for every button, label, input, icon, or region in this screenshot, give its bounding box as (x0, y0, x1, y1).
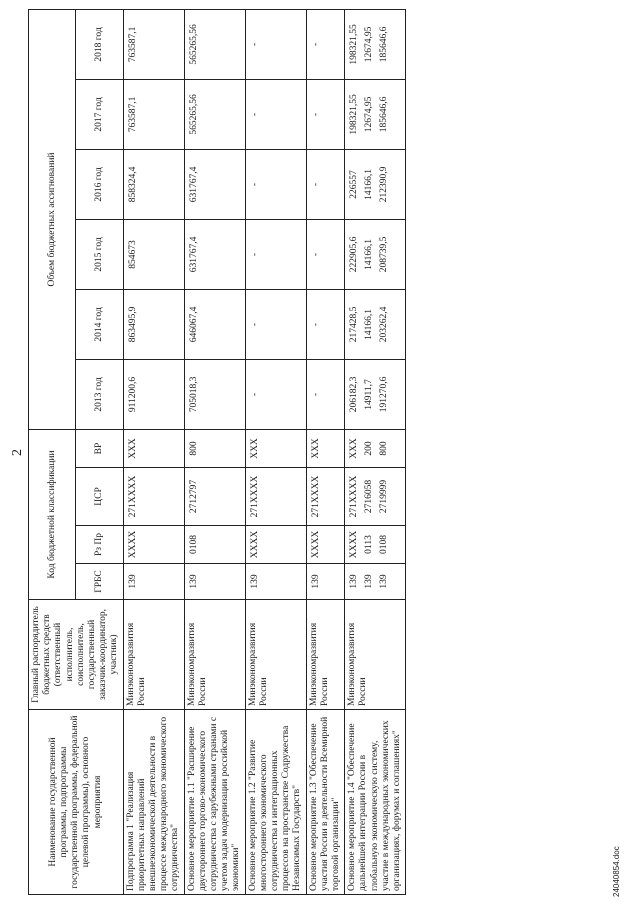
code-value: 271XXXX (127, 475, 138, 518)
amount-value: - (249, 392, 260, 397)
table-row (306, 9, 345, 894)
amount-value: 198321,55 (349, 24, 360, 65)
code-value: 139 (188, 574, 199, 589)
amount-value: - (310, 322, 321, 327)
amount-value: 863495,9 (127, 306, 138, 343)
header-code-col: ГРБС (76, 564, 123, 600)
row-amount-cell (184, 9, 245, 79)
amount-value: 763587,1 (127, 26, 138, 63)
amount-value: - (310, 112, 321, 117)
header-name: Наименование государственной программы, подпрограммы государственной программы, федеральной целевой программы), основного мероприятия (29, 710, 124, 895)
row-amount-cell (245, 219, 306, 289)
code-value: XXX (249, 438, 260, 459)
amount-value: - (249, 322, 260, 327)
header-year-col: 2017 год (76, 79, 123, 149)
row-code-cell (184, 564, 245, 600)
row-amount-cell (345, 9, 406, 79)
amount-value: - (249, 42, 260, 47)
row-code-cell (123, 468, 184, 526)
code-value: 800 (188, 441, 199, 456)
code-value: 139 (378, 574, 389, 589)
amount-value: 198321,55 (349, 94, 360, 135)
amount-value: 203262,4 (378, 306, 389, 343)
row-name-cell: Основное мероприятие 1.1 "Расширение двустороннего торгово-экономического сотрудничества с зарубежными странами с учетом задач модернизации российской экономики" (184, 710, 245, 895)
row-amount-cell (245, 149, 306, 219)
header-year-col: 2014 год (76, 289, 123, 359)
code-value: 2719999 (378, 479, 389, 514)
row-amount-cell (245, 79, 306, 149)
header-code-col: Рз Пр (76, 526, 123, 564)
amount-value: 705018,3 (188, 376, 199, 413)
row-amount-cell (306, 9, 345, 79)
table-row (184, 9, 245, 894)
code-value: 271XXXX (310, 475, 321, 518)
row-code-cell (123, 564, 184, 600)
row-admin-cell: Минэкономразвития России (306, 600, 345, 710)
code-value: XXX (310, 438, 321, 459)
header-year-col: 2013 год (76, 359, 123, 429)
code-value: 0113 (364, 535, 374, 554)
amount-value: 631767,4 (188, 166, 199, 203)
page-number: 2 (10, 449, 25, 456)
row-amount-cell (184, 219, 245, 289)
code-value: XXX (349, 438, 360, 459)
row-name-cell: Основное мероприятие 1.4 "Обеспечение дальнейшей интеграции России в глобальную экономическую систему, участие в международных экономических организациях, форумах и соглашениях" (345, 710, 406, 895)
code-value: XXXX (249, 530, 260, 559)
row-amount-cell (184, 79, 245, 149)
row-amount-cell (245, 289, 306, 359)
table-row (123, 9, 184, 894)
table-row (245, 9, 306, 894)
code-value: XXXX (349, 530, 360, 559)
header-volume-group: Объем бюджетных ассигнований (29, 9, 76, 429)
row-code-cell (245, 468, 306, 526)
code-value: 139 (127, 574, 138, 589)
amount-value: 858324,4 (127, 166, 138, 203)
header-year-col: 2015 год (76, 219, 123, 289)
row-code-cell (345, 468, 406, 526)
row-admin-cell: Минэкономразвития России (184, 600, 245, 710)
row-amount-cell (345, 79, 406, 149)
amount-value: 185646,6 (378, 26, 389, 63)
amount-value: 565265,56 (188, 24, 199, 65)
row-amount-cell (306, 219, 345, 289)
row-code-cell (306, 468, 345, 526)
row-code-cell (245, 564, 306, 600)
row-code-cell (345, 564, 406, 600)
row-code-cell (306, 429, 345, 467)
code-value: 139 (249, 574, 260, 589)
code-value: 2716058 (364, 479, 374, 514)
row-amount-cell (184, 289, 245, 359)
row-amount-cell (306, 79, 345, 149)
row-amount-cell (245, 9, 306, 79)
amount-value: 14911,7 (364, 379, 374, 410)
row-amount-cell (306, 359, 345, 429)
row-code-cell (184, 526, 245, 564)
row-code-cell (123, 429, 184, 467)
amount-value: 14166,1 (364, 169, 374, 200)
row-amount-cell (123, 9, 184, 79)
row-amount-cell (123, 359, 184, 429)
amount-value: - (310, 182, 321, 187)
amount-value: 763587,1 (127, 96, 138, 133)
header-code-col: ЦСР (76, 468, 123, 526)
header-code-col: ВР (76, 429, 123, 467)
code-value: 2712797 (188, 479, 199, 514)
row-admin-cell: Минэкономразвития России (245, 600, 306, 710)
amount-value: 206182,3 (349, 376, 360, 413)
code-value: 200 (364, 441, 374, 456)
row-code-cell (123, 526, 184, 564)
budget-table (28, 9, 406, 895)
amount-value: 911200,6 (127, 376, 138, 413)
row-amount-cell (123, 289, 184, 359)
row-amount-cell (123, 149, 184, 219)
amount-value: - (310, 392, 321, 397)
row-name-cell: Основное мероприятие 1.2 "Развитие многостороннего экономического сотрудничества и интеграционных процессов на пространстве Содружества Независимых Государств" (245, 710, 306, 895)
row-amount-cell (123, 79, 184, 149)
amount-value: 208739,5 (378, 236, 389, 273)
amount-value: 631767,4 (188, 236, 199, 273)
header-year-col: 2016 год (76, 149, 123, 219)
code-value: 0108 (188, 535, 199, 554)
amount-value: 565265,56 (188, 94, 199, 135)
row-amount-cell (345, 219, 406, 289)
amount-value: 226557 (349, 170, 360, 199)
code-value: 0108 (378, 535, 389, 554)
amount-value: 14166,1 (364, 239, 374, 270)
table-row (345, 9, 406, 894)
row-code-cell (306, 526, 345, 564)
table-body (123, 9, 406, 894)
row-amount-cell (345, 359, 406, 429)
row-admin-cell: Минэкономразвития России (345, 600, 406, 710)
row-code-cell (306, 564, 345, 600)
amount-value: 14166,1 (364, 309, 374, 340)
code-value: XXXX (310, 530, 321, 559)
code-value: 139 (349, 574, 360, 589)
amount-value: 222905,6 (349, 236, 360, 273)
row-code-cell (245, 526, 306, 564)
row-code-cell (245, 429, 306, 467)
header-admin: Главный распорядитель бюджетных средств (ответственный исполнитель, соисполнитель, государственный заказчик-координатор, участник) (29, 600, 124, 710)
amount-value: 12674,95 (364, 96, 374, 133)
code-value: 271XXXX (349, 475, 360, 518)
row-name-cell: Подпрограмма 1 "Реализация приоритетных направлений внешнеэкономической деятельности в процессе международного экономического сотрудничества" (123, 710, 184, 895)
row-amount-cell (345, 149, 406, 219)
code-value: 139 (364, 574, 374, 589)
amount-value: - (249, 252, 260, 257)
row-code-cell (184, 429, 245, 467)
amount-value: 12674,95 (364, 26, 374, 63)
code-value: XXX (127, 438, 138, 459)
amount-value: 212390,9 (378, 166, 389, 203)
footer-filename: 24040854.doc (612, 846, 621, 897)
amount-value: 185646,6 (378, 96, 389, 133)
row-amount-cell (306, 289, 345, 359)
amount-value: - (310, 252, 321, 257)
amount-value: 217428,5 (349, 306, 360, 343)
row-amount-cell (123, 219, 184, 289)
code-value: 800 (378, 441, 389, 456)
amount-value: - (310, 42, 321, 47)
header-year-col: 2018 год (76, 9, 123, 79)
row-name-cell: Основное мероприятие 1.3 "Обеспечение участия России в деятельности Всемирной торговой организации" (306, 710, 345, 895)
row-code-cell (345, 526, 406, 564)
row-amount-cell (345, 289, 406, 359)
code-value: 271XXXX (249, 475, 260, 518)
amount-value: - (249, 112, 260, 117)
header-codes-group: Код бюджетной классификации (29, 429, 76, 599)
row-code-cell (345, 429, 406, 467)
amount-value: 191270,6 (378, 376, 389, 413)
code-value: XXXX (127, 530, 138, 559)
header-row-1 (29, 9, 76, 894)
amount-value: 854673 (127, 240, 138, 269)
amount-value: - (249, 182, 260, 187)
row-amount-cell (245, 359, 306, 429)
code-value: 139 (310, 574, 321, 589)
row-code-cell (184, 468, 245, 526)
row-amount-cell (306, 149, 345, 219)
amount-value: 646067,4 (188, 306, 199, 343)
row-admin-cell: Минэкономразвития России (123, 600, 184, 710)
row-amount-cell (184, 359, 245, 429)
row-amount-cell (184, 149, 245, 219)
